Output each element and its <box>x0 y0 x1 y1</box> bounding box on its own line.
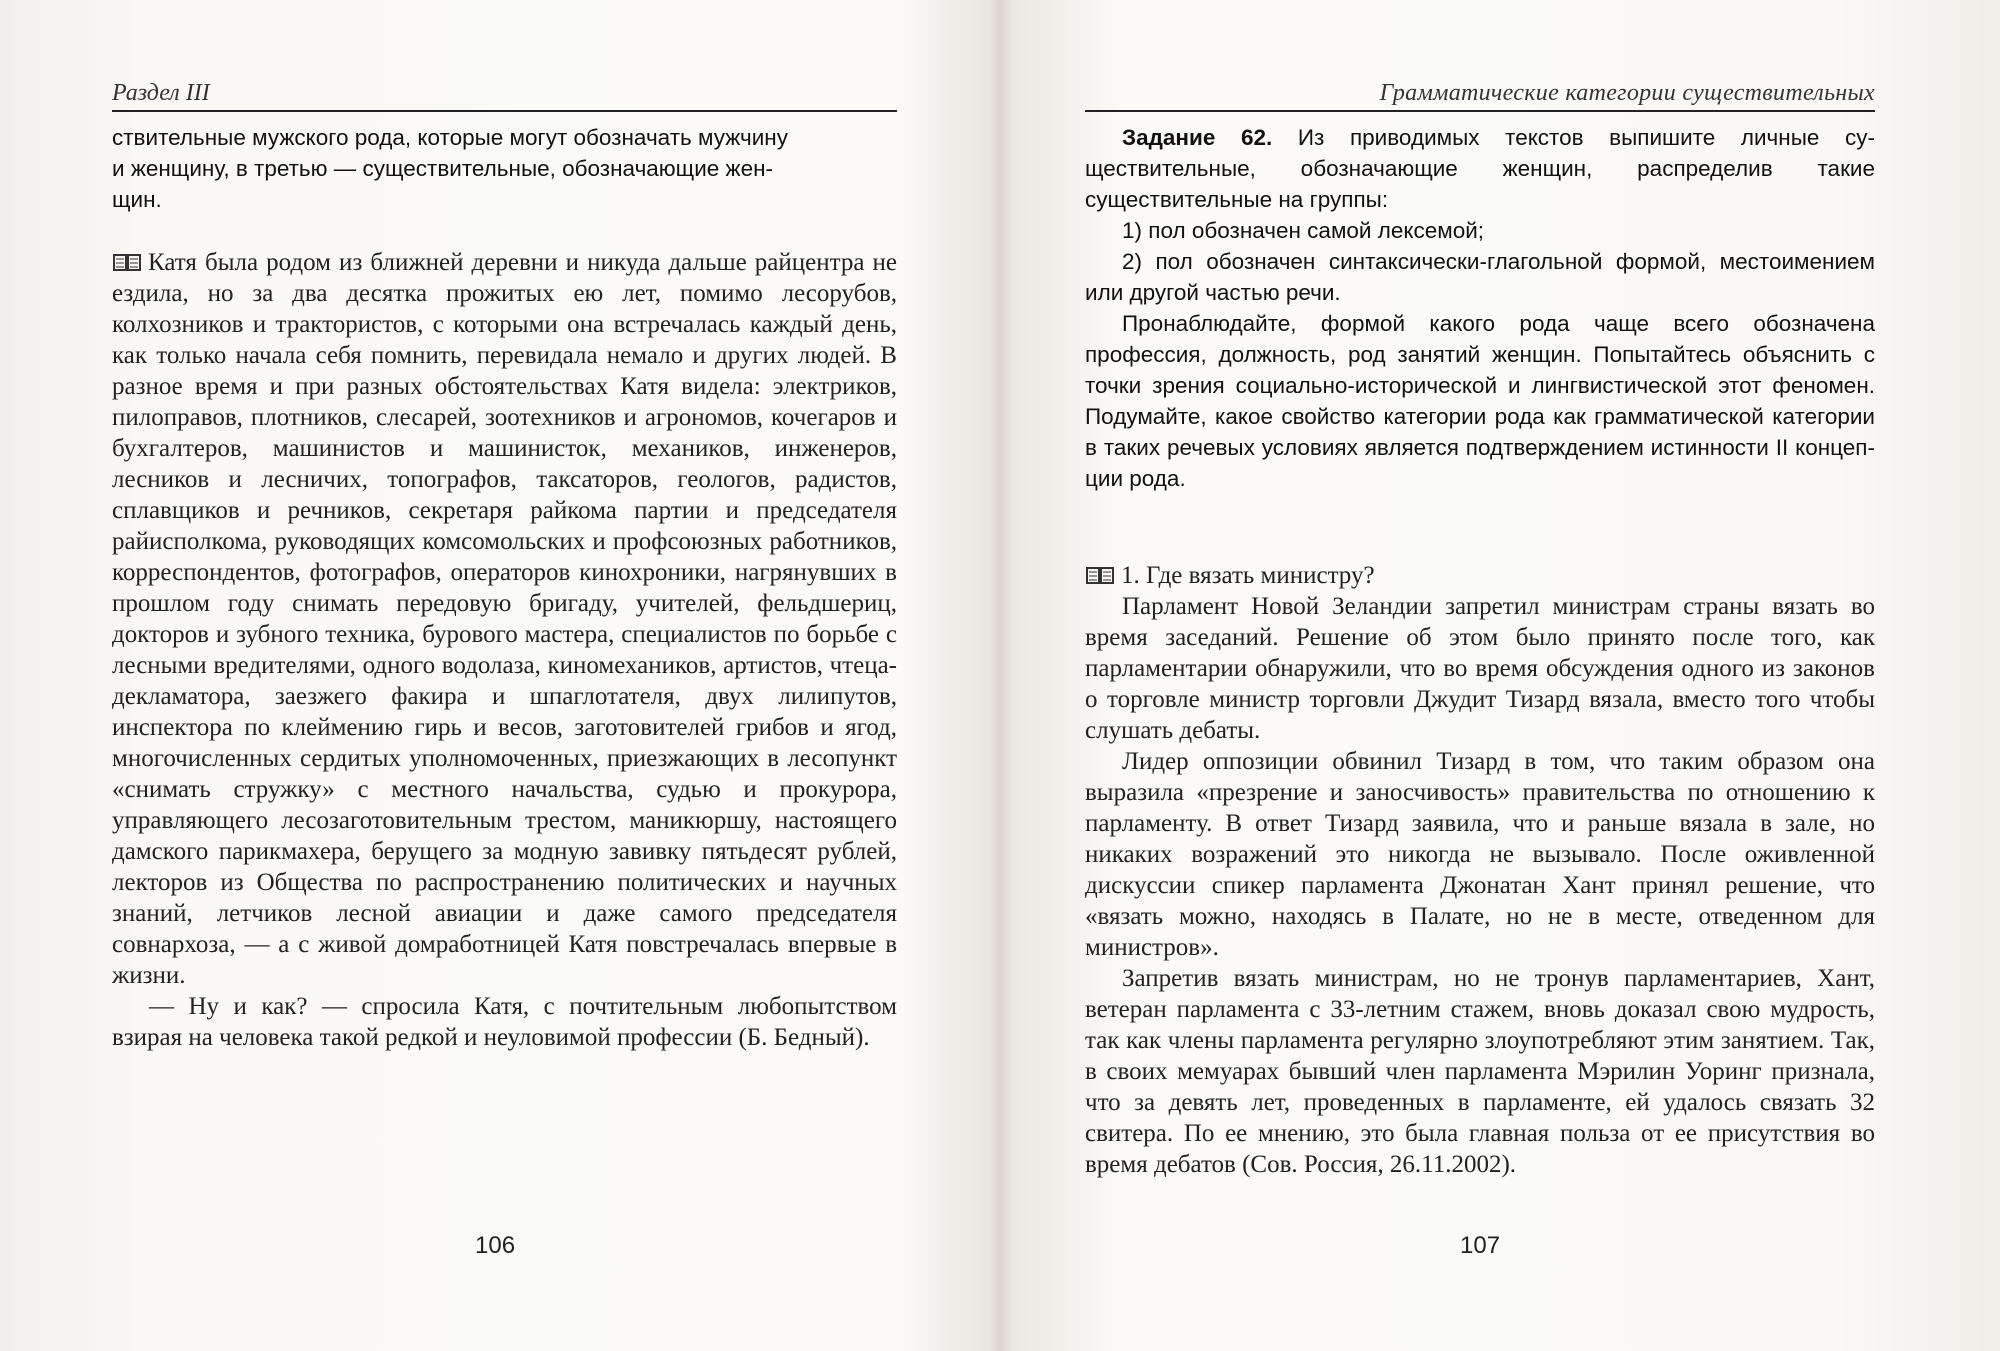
dialogue-paragraph: — Ну и как? — спросила Катя, с почтительным любопытством взирая на человека такой редкой и неуловимой профессии (Б. Бедный). <box>112 993 897 1051</box>
task-item: 1) пол обозначен самой лексемой; <box>1122 218 1485 243</box>
intro-line: ствительные мужского рода, которые могут обозначать мужчину <box>112 125 788 150</box>
task-block <box>1085 122 1875 494</box>
header-rule <box>112 110 897 112</box>
running-header <box>112 80 897 114</box>
page-number: 106 <box>475 1232 516 1259</box>
task-label: Задание 62. <box>1122 125 1273 150</box>
open-book-icon <box>112 252 142 272</box>
story-block <box>1085 560 1875 1180</box>
task-followup: Пронаблюдайте, формой какого рода чаще всего обозначена профессия, должность, род занятий женщин. Попытайтесь объяснить с точки зрения социально-исторической и лингвистической этот феномен. Подумайте, какое свойство категории рода как грамматической категории в таких речевых условиях является подтверждением истинности II концепции рода. <box>1085 311 1875 491</box>
section-title: Раздел III <box>112 80 210 106</box>
task-statement <box>1085 122 1875 215</box>
story-paragraph: Парламент Новой Зеландии запретил министрам страны вязать во время заседаний. Решение об этом было принято после того, как парламентарии обнаружили, что во время обсуждения одного из законов о торговле министр торговли Джудит Тизард вязала, вместо того чтобы слушать дебаты. <box>1085 593 1875 744</box>
intro-line: щин. <box>112 187 162 212</box>
page-number: 107 <box>1460 1232 1501 1259</box>
story-title <box>1085 560 1875 591</box>
story-paragraph: Лидер оппозиции обвинил Тизард в том, что таким образом она выразила «презрение и заносчивость» правительства по отношению к парламенту. В ответ Тизард заявила, что и раньше вязала в зале, но никаких возражений это никогда не вызывало. После оживленной дискуссии спикер парламента Джонатан Хант принял решение, что «вязать можно, находясь в Палате, но не в месте, отведенном для министров». <box>1085 748 1875 961</box>
quote-paragraph <box>112 247 897 991</box>
chapter-title: Грамматические категории существительных <box>1379 80 1875 106</box>
quote-block <box>112 247 897 1053</box>
right-page <box>1000 0 2000 1351</box>
task-text: Из приводимых текстов выпишите личные существительные, обозначающие женщин, распределив такие существительные на группы: <box>1085 125 1875 212</box>
quote-text: Катя была родом из ближней деревни и никуда дальше райцентра не ездила, но за два десятка прожитых ею лет, помимо лесорубов, колхозников и трактористов, с которыми она встречалась каждый день, как только начала себя помнить, перевидала немало и других людей. В разное время и при разных обстоятельствах Катя видела: электриков, пилоправов, плотников, слесарей, зоотехников и агрономов, кочегаров и бухгалтеров, машинистов и машинисток, механиков, инженеров, лесников и лесничих, топографов, таксаторов, геологов, радистов, сплавщиков и речников, секретаря райкома партии и председателя райисполкома, руководящих комсомольских и профсоюзных работников, корреспондентов, фотографов, операторов кинохроники, нагрянувших в прошлом году снимать передовую бригаду, учителей, фельдшериц, докторов и зубного техника, бурового мастера, специалистов по борьбе с лесными вредителями, одного водолаза, киномехаников, артистов, чтеца-декламатора, заезжего факира и шпаглотателя, двух лилипутов, инспектора по клеймению гирь и весов, заготовителей грибов и ягод, многочисленных сердитых уполномоченных, приезжающих в лесопункт «снимать стружку» с местного начальства, судью и прокурора, управляющего лесозаготовительным трестом, маникюршу, настоящего дамского парикмахера, берущего за модную завивку пятьдесят рублей, лекторов из Общества по распространению политических и научных знаний, летчиков лесной авиации и даже самого председателя совнархоза, — а с живой домработницей Катя повстречалась впервые в жизни. <box>112 249 897 989</box>
story-title-text: 1. Где вязать министру? <box>1121 562 1375 589</box>
open-book-icon <box>1085 565 1115 585</box>
intro-line: и женщину, в третью — существительные, обозначающие жен- <box>112 156 774 181</box>
task-item: 2) пол обозначен синтаксически-глагольной формой, местоимением или другой частью речи. <box>1085 249 1875 305</box>
intro-text <box>112 122 897 215</box>
running-header <box>1085 80 1875 114</box>
story-paragraph: Запретив вязать министрам, но не тронув парламентариев, Хант, ветеран парламента с 33-летним стажем, вновь доказал свою мудрость, так как члены парламента регулярно злоупотребляют этим занятием. Так, в своих мемуарах бывший член парламента Мэрилин Уоринг признала, что за девять лет, проведенных в парламенте, ей удалось связать 32 свитера. По ее мнению, это была главная польза от ее присутствия во время дебатов (Сов. Россия, 26.11.2002). <box>1085 965 1875 1178</box>
header-rule <box>1085 110 1875 112</box>
